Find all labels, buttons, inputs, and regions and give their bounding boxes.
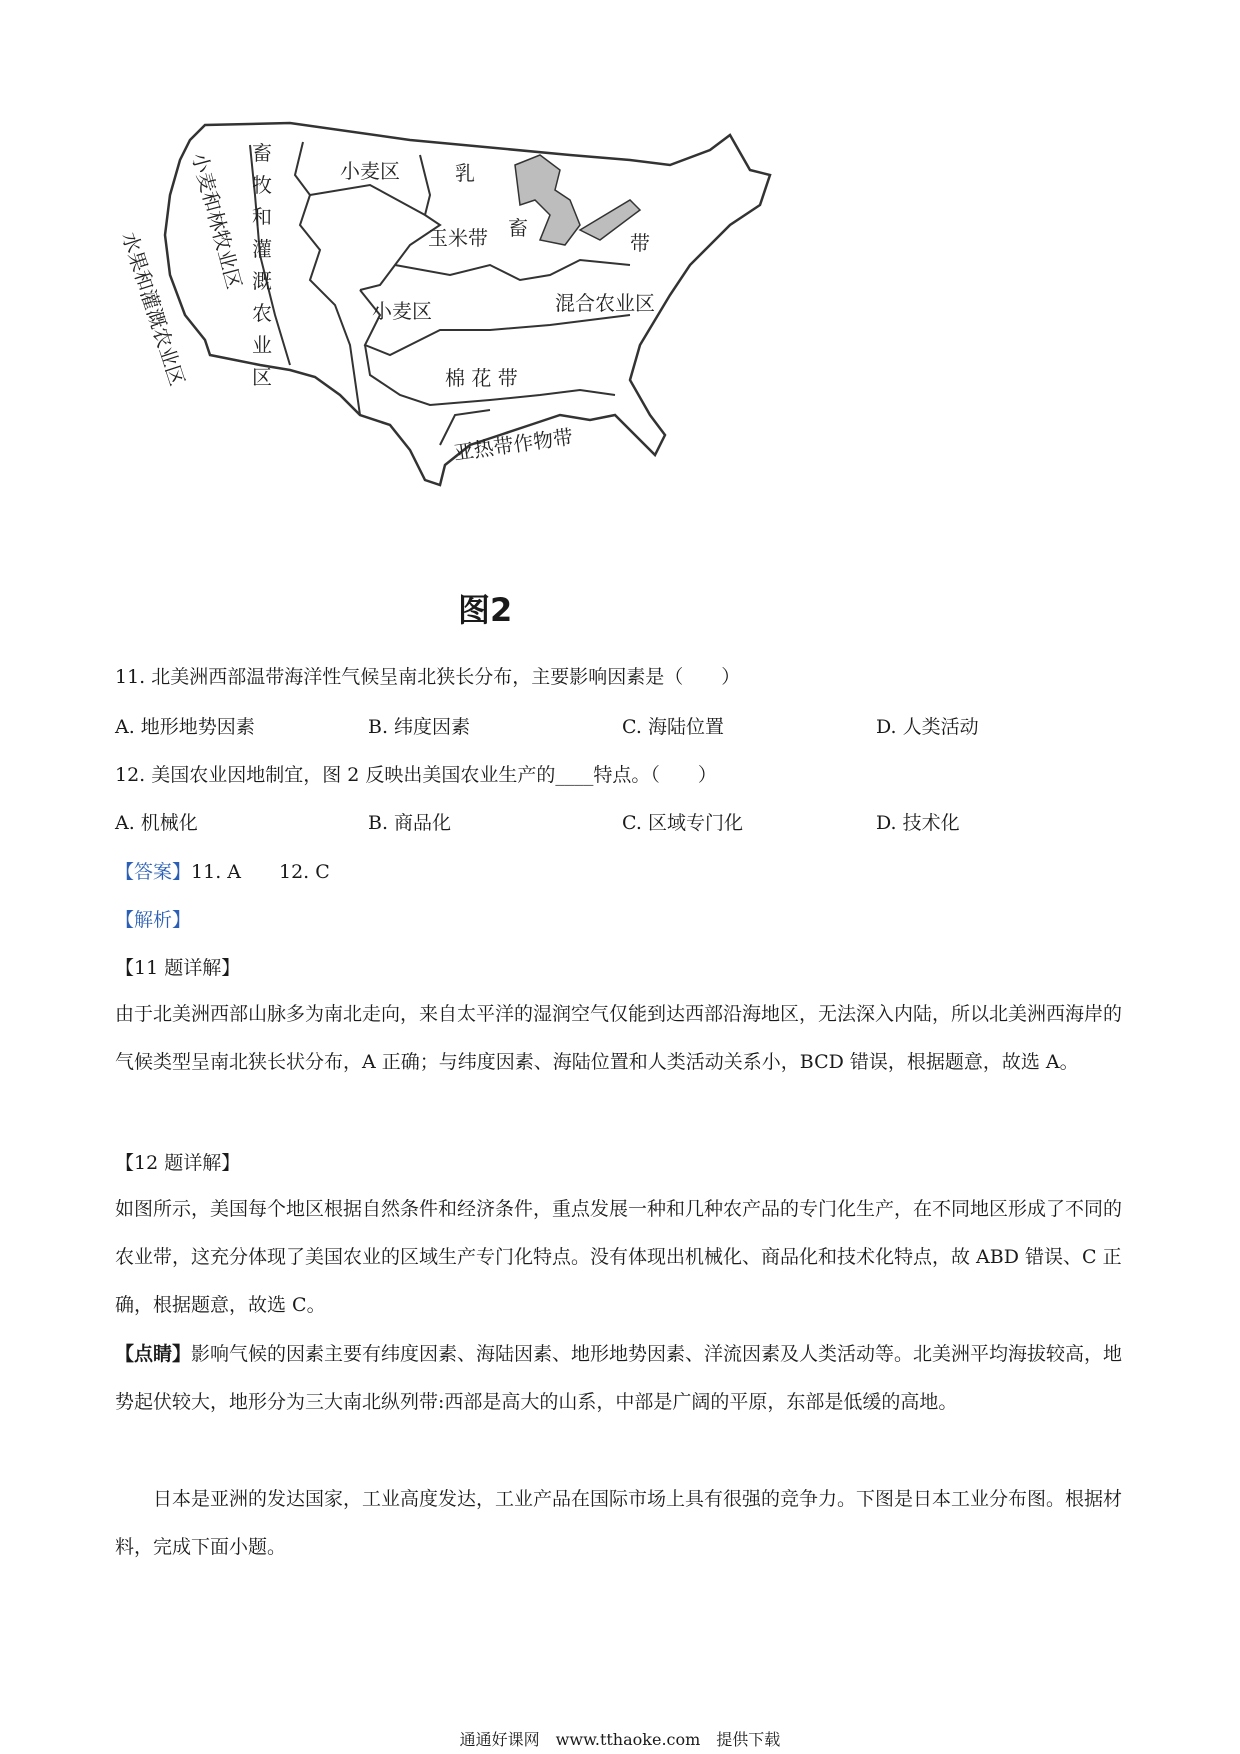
answer-line bbox=[115, 857, 330, 884]
label-dairy-2: 畜 bbox=[508, 216, 528, 240]
page-footer: 通通好课网 www.tthaoke.com 提供下载 bbox=[459, 1730, 781, 1749]
label-mixed: 混合农业区 bbox=[555, 291, 655, 315]
label-fruit-irrigation bbox=[117, 229, 189, 389]
svg-text:小麦和林牧业区: 小麦和林牧业区 bbox=[187, 150, 247, 292]
intro-paragraph: 日本是亚洲的发达国家，工业高度发达，工业产品在国际市场上具有很强的竞争力。下图是日本工业分布图。根据材料，完成下面小题。 bbox=[115, 1488, 1123, 1558]
detail-11-text: 由于北美洲西部山脉多为南北走向，来自太平洋的湿润空气仅能到达西部沿海地区，无法深入内陆，所以北美洲西海岸的气候类型呈南北狭长状分布，A 正确；与纬度因素、海陆位置和人类活动关系小，BCD 错误，根据题意，故选 A。 bbox=[115, 1003, 1123, 1073]
q11-option-b: B. 纬度因素 bbox=[368, 716, 471, 738]
svg-text:水果和灌溉农业区: 水果和灌溉农业区 bbox=[117, 229, 190, 389]
label-subtropical: 亚热带作物带 bbox=[452, 424, 575, 465]
label-cotton: 棉 花 带 bbox=[445, 366, 518, 390]
label-wheat-south: 小麦区 bbox=[372, 299, 432, 323]
figure-caption: 图2 bbox=[458, 591, 513, 629]
us-agriculture-map bbox=[110, 115, 850, 575]
q12-option-d: D. 技术化 bbox=[876, 812, 960, 834]
q11-option-d: D. 人类活动 bbox=[876, 716, 979, 738]
q11-option-c: C. 海陆位置 bbox=[622, 716, 724, 738]
answer-tag: 【答案】 bbox=[115, 861, 192, 883]
tip-tag: 【点睛】 bbox=[115, 1343, 192, 1365]
label-pasture-west bbox=[187, 150, 246, 291]
tip-text: 影响气候的因素主要有纬度因素、海陆因素、地形地势因素、洋流因素及人类活动等。北美洲平均海拔较高，地势起伏较大，地形分为三大南北纵列带:西部是高大的山系，中部是广阔的平原，东部是低缓的高地。 bbox=[115, 1343, 1123, 1413]
q12-option-a: A. 机械化 bbox=[115, 812, 198, 834]
tip-paragraph bbox=[115, 1330, 1125, 1426]
label-grazing-irrigation-text: 畜牧和灌溉农业区 bbox=[252, 141, 272, 389]
detail-11-title: 【11 题详解】 bbox=[115, 957, 241, 979]
label-dairy-1: 乳 bbox=[455, 161, 475, 185]
q12-option-b: B. 商品化 bbox=[368, 812, 452, 834]
label-corn: 玉米带 bbox=[428, 226, 488, 250]
label-dairy-3: 带 bbox=[630, 231, 650, 255]
answer-text: 11. A 12. C bbox=[191, 861, 330, 883]
detail-12-text: 如图所示，美国每个地区根据自然条件和经济条件，重点发展一种和几种农产品的专门化生产，在不同地区形成了不同的农业带，这充分体现了美国农业的区域生产专门化特点。没有体现出机械化、商品化和技术化特点，故 ABD 错误、C 正确，根据题意，故选 C。 bbox=[115, 1198, 1123, 1316]
detail-12-title: 【12 题详解】 bbox=[115, 1152, 241, 1174]
label-wheat-north: 小麦区 bbox=[340, 159, 400, 183]
q12-option-c: C. 区域专门化 bbox=[622, 812, 743, 834]
analysis-tag: 【解析】 bbox=[115, 909, 192, 931]
q11-option-a: A. 地形地势因素 bbox=[115, 716, 255, 738]
question-11-stem: 11. 北美洲西部温带海洋性气候呈南北狭长分布，主要影响因素是（ ） bbox=[115, 666, 741, 688]
question-12-stem: 12. 美国农业因地制宜，图 2 反映出美国农业生产的____特点。（ ） bbox=[115, 764, 717, 786]
